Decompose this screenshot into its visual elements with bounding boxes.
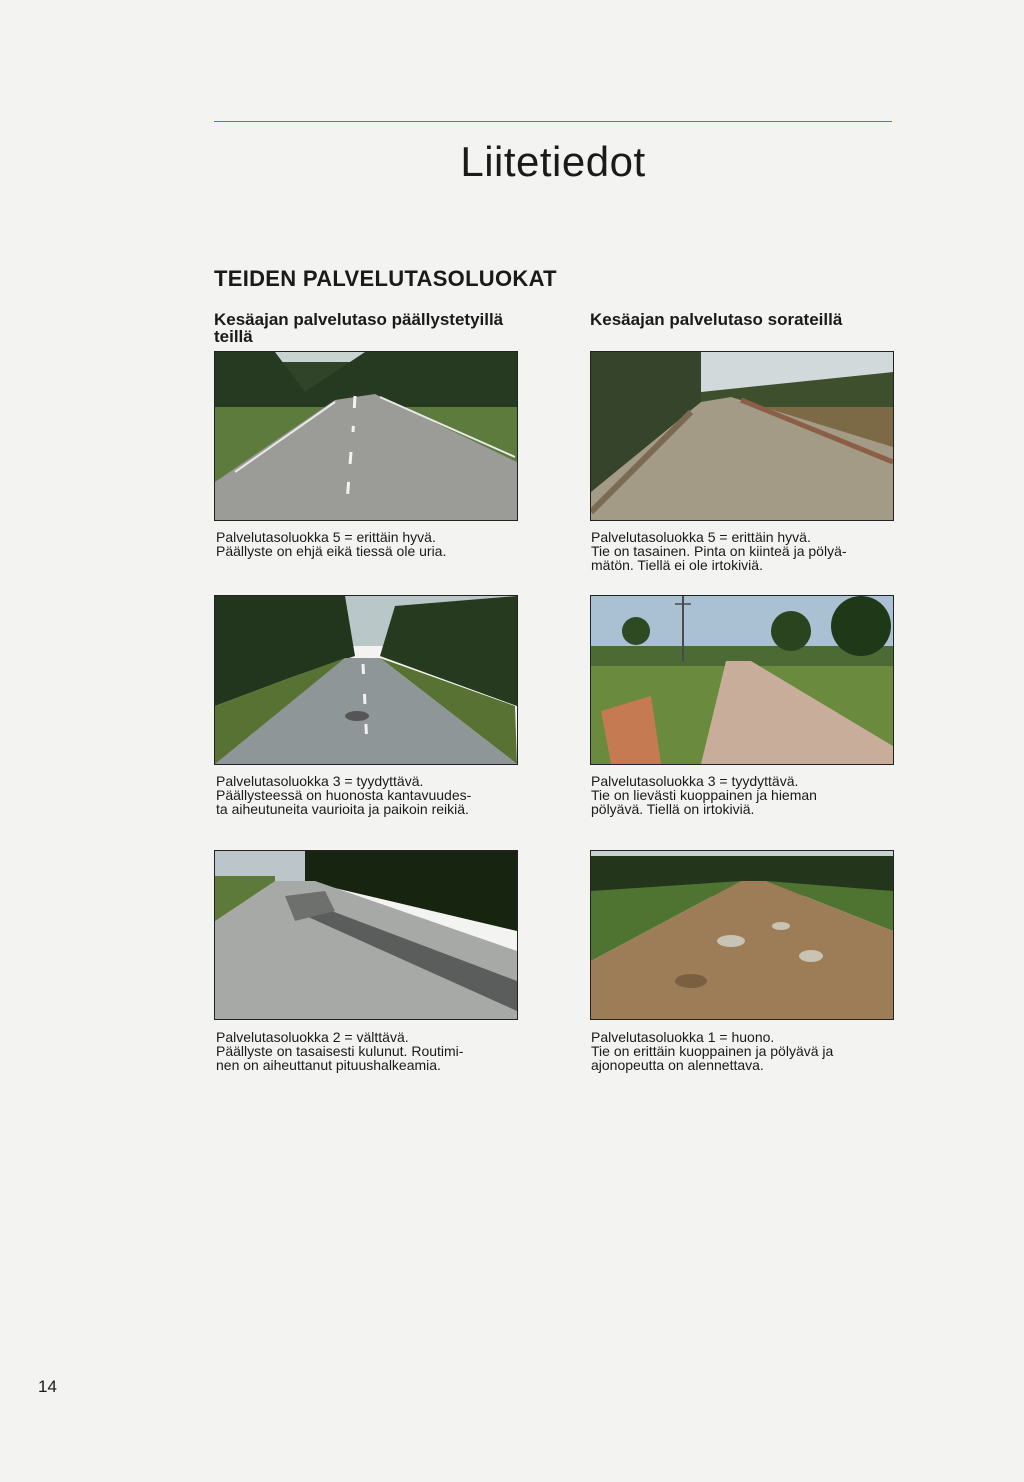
caption-line: mätön. Tiellä ei ole irtokiviä. [591,557,763,573]
caption-paved-class-3 [216,774,518,816]
caption-line: ajonopeutta on alennettava. [591,1057,764,1073]
section-heading: TEIDEN PALVELUTASOLUOKAT [214,266,557,291]
right-column-heading: Kesäajan palvelutaso sorateillä [590,310,843,329]
photo-gravel-road-class-3 [590,595,894,765]
caption-line: Palvelutasoluokka 3 = tyydyttävä. [591,773,799,789]
caption-line: Tie on lievästi kuoppainen ja hieman [591,787,817,803]
header-rule [214,121,892,122]
caption-line: Palvelutasoluokka 5 = erittäin hyvä. [591,529,811,545]
caption-line: Palvelutasoluokka 2 = välttävä. [216,1029,409,1045]
photo-paved-road-class-5 [214,351,518,521]
caption-paved-class-2 [216,1030,518,1072]
page-title: Liitetiedot [460,138,646,185]
photo-paved-road-class-3 [214,595,518,765]
photo-gravel-road-class-1 [590,850,894,1020]
caption-line: nen on aiheuttanut pituushalkeamia. [216,1057,441,1073]
caption-line: ta aiheutuneita vaurioita ja paikoin reikiä. [216,801,469,817]
caption-gravel-class-5 [591,530,893,572]
caption-line: Palvelutasoluokka 3 = tyydyttävä. [216,773,424,789]
left-column-heading: Kesäajan palvelutaso päällystetyillä teillä [214,310,504,346]
caption-line: Palvelutasoluokka 1 = huono. [591,1029,775,1045]
caption-line: Päällysteessä on huonosta kantavuudes- [216,787,472,803]
photo-gravel-road-class-5 [590,351,894,521]
caption-line: Päällyste on ehjä eikä tiessä ole uria. [216,543,447,559]
page-number: 14 [38,1377,57,1396]
caption-line: Palvelutasoluokka 5 = erittäin hyvä. [216,529,436,545]
caption-gravel-class-3 [591,774,893,816]
caption-line: pölyävä. Tiellä on irtokiviä. [591,801,755,817]
caption-line: Päällyste on tasaisesti kulunut. Routimi- [216,1043,464,1059]
caption-paved-class-5 [216,530,518,558]
caption-line: Tie on tasainen. Pinta on kiinteä ja pölyä- [591,543,847,559]
caption-gravel-class-1 [591,1030,893,1072]
caption-line: Tie on erittäin kuoppainen ja pölyävä ja [591,1043,834,1059]
photo-paved-road-class-2 [214,850,518,1020]
